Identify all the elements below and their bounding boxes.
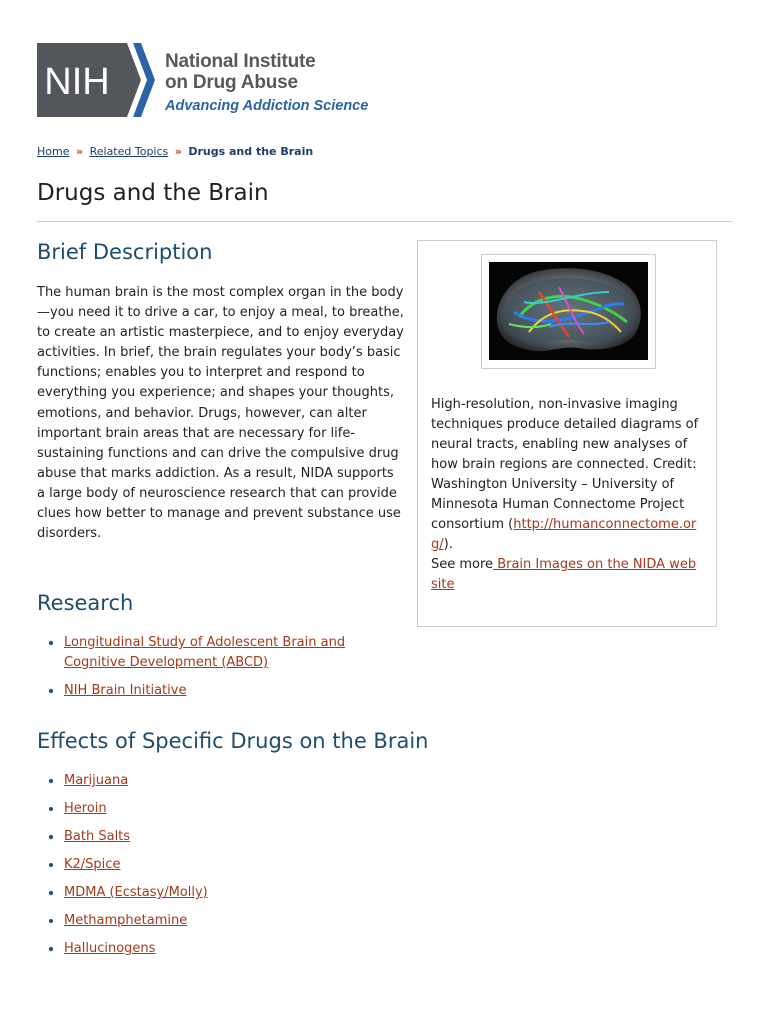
research-list (37, 633, 404, 701)
list-item (64, 911, 404, 931)
brief-description-text: The human brain is the most complex organ in the body—you need it to drive a car, to enjoy a meal, to breathe, to create an artistic masterpiece, and to enjoy everyday activities. In brief, the brain regulates your body’s basic functions; enables you to interpret and respond to everything you experience; and shapes your thoughts, emotions, and behavior. Drugs, however, can alter important brain areas that are necessary for life-sustaining functions and can drive the compulsive drug abuse that marks addiction. As a result, NIDA supports a large body of neuroscience research that can provide clues how better to manage and prevent substance use disorders. (37, 285, 404, 542)
effects-heading: Effects of Specific Drugs on the Brain (37, 729, 429, 753)
humanconnectome-link[interactable]: http://humanconnectome.org/ (431, 517, 697, 552)
breadcrumb-related-link[interactable]: Related Topics (89, 145, 169, 158)
list-item (64, 883, 404, 903)
research-heading: Research (37, 591, 134, 615)
list-item (64, 827, 404, 847)
org-name-line1: National Institute (165, 51, 316, 72)
nih-logo-icon (37, 43, 161, 117)
logo-abbr: NIH (44, 61, 110, 103)
drug-link-marijuana[interactable]: Marijuana (64, 773, 129, 788)
image-sidebar (417, 240, 717, 627)
drug-link-methamphetamine[interactable]: Methamphetamine (64, 913, 188, 928)
nida-logo[interactable] (37, 43, 397, 119)
drug-link-heroin[interactable]: Heroin (64, 801, 107, 816)
brain-tractography-icon (489, 262, 648, 360)
org-name-line2: on Drug Abuse (165, 72, 298, 93)
breadcrumb-current: Drugs and the Brain (188, 145, 314, 158)
brief-description-heading: Brief Description (37, 240, 213, 264)
effects-list (37, 771, 404, 959)
see-more-prefix: See more (431, 557, 494, 572)
image-caption (431, 395, 709, 595)
drug-link-hallucinogens[interactable]: Hallucinogens (64, 941, 156, 956)
breadcrumb-separator: » (174, 145, 182, 158)
list-item (64, 855, 404, 875)
drug-link-k2-spice[interactable]: K2/Spice (64, 857, 121, 872)
breadcrumb-home-link[interactable]: Home (37, 145, 70, 158)
caption-close: ). (443, 537, 453, 552)
list-item (64, 799, 404, 819)
title-divider (37, 221, 732, 222)
list-item (64, 681, 404, 701)
drug-link-mdma[interactable]: MDMA (Ecstasy/Molly) (64, 885, 208, 900)
breadcrumb (37, 145, 313, 158)
brain-image (489, 262, 648, 360)
list-item (64, 939, 404, 959)
research-link-abcd[interactable]: Longitudinal Study of Adolescent Brain and Cognitive Development (ABCD) (64, 635, 346, 670)
brain-image-frame[interactable] (481, 254, 656, 369)
caption-text: High-resolution, non-invasive imaging techniques produce detailed diagrams of neural tracts, enabling new analyses of how brain regions are connected. Credit: Washington University – University of Minnesota Human Connectome Project consortium ( (431, 397, 699, 532)
list-item (64, 771, 404, 791)
brain-images-link[interactable]: Brain Images on the NIDA web site (431, 557, 697, 592)
research-link-brain-initiative[interactable]: NIH Brain Initiative (64, 683, 187, 698)
drug-link-bath-salts[interactable]: Bath Salts (64, 829, 131, 844)
page-title: Drugs and the Brain (37, 180, 269, 206)
org-tagline: Advancing Addiction Science (165, 98, 369, 114)
breadcrumb-separator: » (75, 145, 84, 158)
list-item (64, 633, 404, 673)
